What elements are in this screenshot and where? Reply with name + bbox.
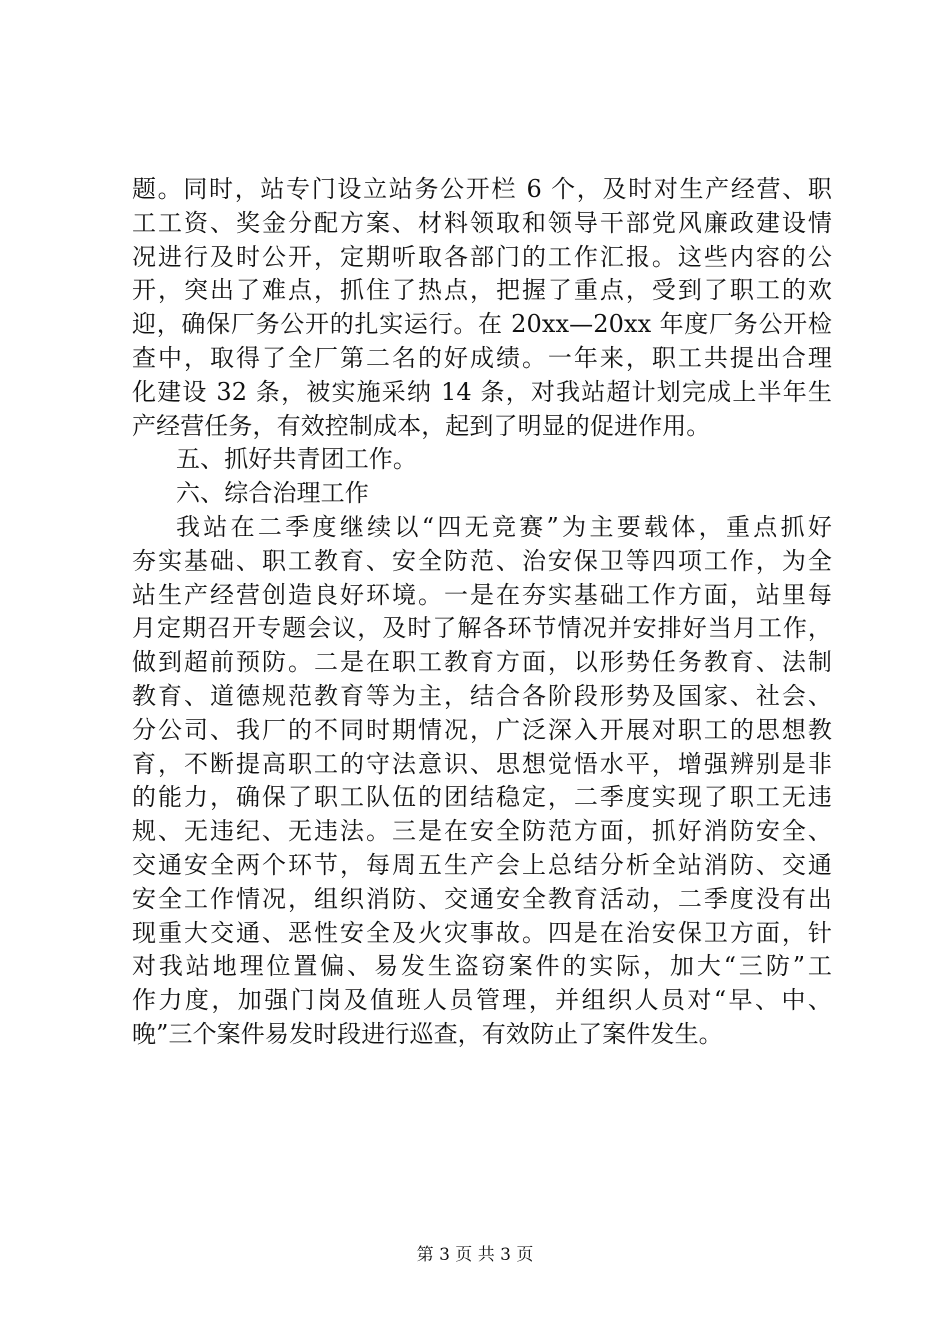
- text-line: 晚”三个案件易发时段进行巡查，有效防止了案件发生。: [132, 1019, 723, 1048]
- text-line: 况进行及时公开，定期听取各部门的工作汇报。这些内容的公: [132, 242, 832, 271]
- page-footer: 第 3 页 共 3 页: [416, 1245, 534, 1265]
- text-line: 交通安全两个环节，每周五生产会上总结分析全站消防、交通: [132, 850, 832, 879]
- text-line: 开，突出了难点，抓住了热点，把握了重点，受到了职工的欢: [132, 276, 832, 305]
- text-line: 六、综合治理工作: [176, 479, 369, 508]
- document-body: [132, 173, 832, 1052]
- text-line: 的能力，确保了职工队伍的团结稳定，二季度实现了职工无违: [132, 783, 832, 812]
- text-line: 站生产经营创造良好环境。一是在夯实基础工作方面，站里每: [132, 580, 832, 609]
- text-line: 安全工作情况，组织消防、交通安全教育活动，二季度没有出: [132, 884, 832, 913]
- text-line: 作力度，加强门岗及值班人员管理，并组织人员对“早、中、: [132, 986, 832, 1015]
- text-line: 做到超前预防。二是在职工教育方面，以形势任务教育、法制: [132, 648, 832, 677]
- text-line: 查中，取得了全厂第二名的好成绩。一年来，职工共提出合理: [132, 343, 832, 372]
- text-line: 规、无违纪、无违法。三是在安全防范方面，抓好消防安全、: [132, 817, 832, 846]
- text-line: 题。同时，站专门设立站务公开栏 6 个，及时对生产经营、职: [132, 175, 832, 203]
- text-line: 夯实基础、职工教育、安全防范、治安保卫等四项工作，为全: [132, 546, 832, 575]
- text-line: 对我站地理位置偏、易发生盗窃案件的实际，加大“三防”工: [132, 952, 832, 981]
- text-line: 月定期召开专题会议，及时了解各环节情况并安排好当月工作，: [132, 614, 832, 643]
- text-line: 化建设 32 条，被实施采纳 14 条，对我站超计划完成上半年生: [132, 377, 832, 406]
- text-line: 育，不断提高职工的守法意识、思想觉悟水平，增强辨别是非: [132, 749, 832, 778]
- text-line: 我站在二季度继续以“四无竞赛”为主要载体，重点抓好: [176, 512, 832, 541]
- text-line: 产经营任务，有效控制成本，起到了明显的促进作用。: [132, 411, 711, 440]
- text-line: 工工资、奖金分配方案、材料领取和领导干部党风廉政建设情: [132, 208, 832, 237]
- text-line: 分公司、我厂的不同时期情况，广泛深入开展对职工的思想教: [132, 715, 832, 744]
- text-line: 迎，确保厂务公开的扎实运行。在 20xx—20xx 年度厂务公开检: [132, 310, 832, 339]
- text-line: 五、抓好共青团工作。: [176, 445, 417, 474]
- text-line: 教育、道德规范教育等为主，结合各阶段形势及国家、社会、: [132, 681, 832, 710]
- text-line: 现重大交通、恶性安全及火灾事故。四是在治安保卫方面，针: [132, 918, 832, 947]
